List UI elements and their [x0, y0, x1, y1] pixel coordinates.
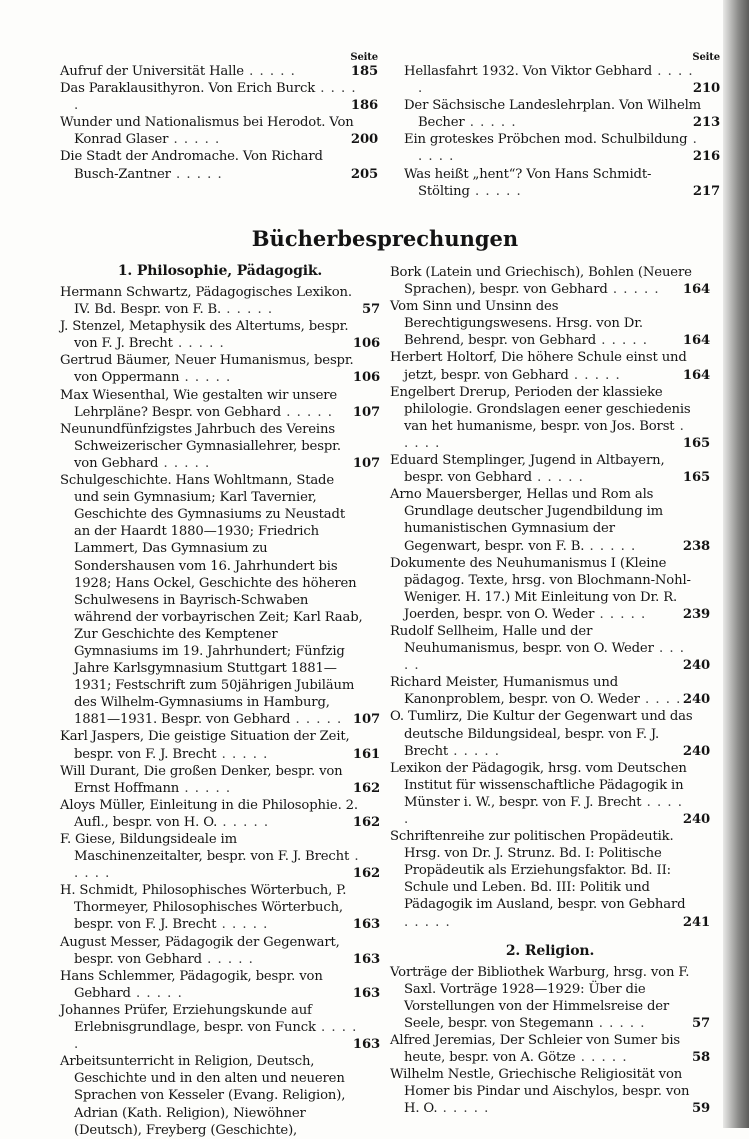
entry-text: Rudolf Sellheim, Halle und der Neuhumanismus, bespr. von O. Weder . . . [404, 623, 693, 674]
toc-entry [390, 486, 710, 554]
entry-text: Wilhelm Nestle, Griechische Religiosität von Homer bis Pindar und Aischylos, bespr. von H. O. . . . [404, 1066, 702, 1117]
entry-page-number: 186 [350, 98, 378, 114]
entry-text: F. Giese, Bildungsideale im Maschinenzeitalter, bespr. von F. J. Brecht . . . [74, 831, 363, 882]
entry-text: Lexikon der Pädagogik, hrsg. vom Deutschen Institut für wissenschaftliche Pädagogik in Münster i. W., bespr. von F. J. Brecht . . . [404, 760, 693, 828]
entry-text: Aloys Müller, Einleitung in die Philosophie. 2. Aufl., bespr. von H. O. . . . [74, 797, 363, 831]
entry-page-number: 163 [352, 1037, 380, 1053]
toc-entry [390, 964, 710, 1032]
entry-text: Karl Jaspers, Die geistige Situation der Zeit, bespr. von F. J. Brecht . . . [74, 728, 363, 762]
left-column [60, 260, 380, 1139]
toc-entry [390, 264, 710, 298]
entry-page-number: 106 [352, 336, 380, 352]
entry-text: Eduard Stemplinger, Jugend in Altbayern, bespr. von Gebhard . . . [404, 452, 693, 486]
toc-entry [60, 63, 378, 80]
entry-text: Herbert Holtorf, Die höhere Schule einst und jetzt, bespr. von Gebhard . . . [404, 349, 693, 383]
binding-gutter [723, 0, 749, 1128]
entry-text: Die Stadt der Andromache. Von Richard Busch-Zantner . . . [74, 148, 361, 182]
toc-entry [60, 882, 380, 933]
entry-page-number: 58 [691, 1050, 710, 1066]
entry-page-number: 163 [352, 985, 380, 1001]
entry-page-number: 57 [691, 1015, 710, 1031]
top-left-column [60, 52, 378, 183]
toc-entry [60, 728, 380, 762]
toc-entry [404, 131, 720, 165]
entry-page-number: 240 [682, 692, 710, 708]
entry-text: Neunundfünfzigstes Jahrbuch des Vereins Schweizerischer Gymnasiallehrer, bespr. von Gebhard . . . [74, 421, 363, 472]
entry-page-number: 107 [352, 712, 380, 728]
section-title: Bücherbesprechungen [251, 226, 519, 251]
entry-text: O. Tumlirz, Die Kultur der Gegenwart und das deutsche Bildungsideal, bespr. von F. J. Brecht . . . [404, 708, 693, 759]
entry-page-number: 185 [350, 64, 378, 79]
toc-entry [60, 968, 380, 1002]
entry-page-number: 238 [682, 538, 710, 554]
toc-entry [390, 1066, 710, 1117]
toc-entry [60, 318, 380, 352]
toc-entry [60, 114, 378, 148]
entry-page-number: 107 [352, 404, 380, 420]
entry-text: August Messer, Pädagogik der Gegenwart, bespr. von Gebhard . . . [74, 934, 363, 968]
entry-text: Hermann Schwartz, Pädagogisches Lexikon. IV. Bd. Bespr. von F. B. . . . [74, 284, 372, 318]
toc-entry [60, 1053, 380, 1138]
toc-entry [390, 384, 710, 452]
entry-page-number: 240 [682, 812, 710, 827]
entry-text: Richard Meister, Humanismus und Kanonproblem, bespr. von O. Weder . . . [404, 674, 693, 708]
toc-entry [390, 298, 710, 349]
toc-entry [60, 763, 380, 797]
entry-page-number: 163 [352, 951, 380, 967]
entry-page-number: 164 [682, 367, 710, 383]
toc-entry [60, 421, 380, 472]
entry-text: Bork (Latein und Griechisch), Bohlen (Neuere Sprachen), bespr. von Gebhard . . . [404, 264, 693, 298]
entry-text: Ein groteskes Pröbchen mod. Schulbildung . . . [418, 131, 703, 165]
subsection-heading-philosophie: 1. Philosophie, Pädagogik. [117, 263, 323, 279]
entry-text: Was heißt „hent“? Von Hans Schmidt-Stölting . . . [418, 166, 703, 200]
spacer [390, 931, 710, 940]
entry-text: Wunder und Nationalismus bei Herodot. Von Konrad Glaser . . . [74, 114, 361, 148]
toc-entry [60, 1002, 380, 1053]
toc-entry [60, 80, 378, 114]
toc-entry [60, 387, 380, 421]
toc-entry [404, 97, 720, 131]
entry-text: Gertrud Bäumer, Neuer Humanismus, bespr. von Oppermann . . . [74, 352, 363, 386]
entry-page-number: 163 [352, 917, 380, 933]
entry-page-number: 200 [350, 132, 378, 148]
entry-page-number: 217 [692, 183, 720, 199]
toc-entry [60, 934, 380, 968]
entry-page-number: 107 [352, 455, 380, 471]
entry-page-number: 162 [352, 814, 380, 830]
entry-page-number: 164 [682, 282, 710, 298]
entry-page-number: 205 [350, 166, 378, 182]
toc-entry [390, 555, 710, 623]
entry-page-number: 239 [682, 606, 710, 622]
entry-text: Schriftenreihe zur politischen Propädeutik. Hrsg. von Dr. J. Strunz. Bd. I: Politische Propädeutik als Erziehungsfaktor. Bd. II: Schule und Leben. Bd. III: Politik und Pädagogik im Ausland, bespr. von Gebhard . . . [404, 828, 693, 931]
entry-text: Vorträge der Bibliothek Warburg, hrsg. von F. Saxl. Vorträge 1928—1929: Über die Vorstellungen von der Himmelsreise der Seele, bespr. von Stegemann . . . [404, 964, 702, 1032]
toc-entry [390, 828, 710, 931]
entry-text: Alfred Jeremias, Der Schleier von Sumer bis heute, bespr. von A. Götze . . . [404, 1032, 702, 1066]
entry-text: Dokumente des Neuhumanismus I (Kleine pädagog. Texte, hrsg. von Blochmann-Nohl-Weniger. H. 17.) Mit Einleitung von Dr. R. Joerden, bespr. von O. Weder . . . [404, 555, 693, 623]
toc-entry [60, 352, 380, 386]
entry-page-number: 210 [692, 81, 720, 97]
entry-text: Hans Schlemmer, Pädagogik, bespr. von Gebhard . . . [74, 968, 363, 1002]
entry-text: Will Durant, Die großen Denker, bespr. von Ernst Hoffmann . . . [74, 763, 363, 797]
toc-entry [60, 148, 378, 182]
entry-text: Aufruf der Universität Halle . . . [74, 63, 361, 80]
toc-entry [60, 472, 380, 728]
entry-text: Vom Sinn und Unsinn des Berechtigungswesens. Hrsg. von Dr. Behrend, bespr. von Gebhard . . . [404, 298, 693, 349]
entry-page-number: 162 [352, 866, 380, 882]
toc-entry [390, 452, 710, 486]
entry-page-number: 161 [352, 746, 380, 762]
entry-page-number: 165 [682, 435, 710, 451]
entry-page-number: 59 [691, 1101, 710, 1117]
right-column [390, 264, 710, 1118]
entry-page-number: 241 [682, 914, 710, 930]
entry-text: H. Schmidt, Philosophisches Wörterbuch, P. Thormeyer, Philosophisches Wörterbuch, bespr. von F. J. Brecht . . . [74, 882, 363, 933]
toc-entry [390, 674, 710, 708]
entry-page-number: 162 [352, 780, 380, 796]
toc-entry [390, 349, 710, 383]
entry-text: Engelbert Drerup, Perioden der klassieke philologie. Grondslagen eener geschiedenis van het humanisme, bespr. von Jos. Borst . . . [404, 384, 693, 452]
toc-entry [60, 797, 380, 831]
entry-text: Das Paraklausithyron. Von Erich Burck . . . [74, 80, 361, 114]
toc-entry [390, 623, 710, 674]
toc-entry [404, 166, 720, 200]
entry-page-number: 164 [682, 333, 710, 349]
entry-page-number: 213 [692, 115, 720, 131]
subsection-heading-religion: 2. Religion. [505, 942, 595, 959]
column-header-seite: Seite [692, 52, 720, 63]
column-header-seite: Seite [350, 52, 378, 63]
toc-entry [60, 831, 380, 882]
toc-entry [404, 63, 720, 97]
entry-page-number: 106 [352, 370, 380, 386]
entry-text: J. Stenzel, Metaphysik des Altertums, bespr. von F. J. Brecht . . . [74, 318, 363, 352]
entry-text: Hellasfahrt 1932. Von Viktor Gebhard . . . [418, 63, 703, 97]
toc-entry [390, 708, 710, 759]
entry-page-number: 57 [361, 302, 380, 318]
entry-page-number: 165 [682, 470, 710, 486]
entry-page-number: 216 [692, 149, 720, 165]
entry-page-number: 240 [682, 658, 710, 674]
top-right-column [404, 52, 720, 200]
entry-text: Der Sächsische Landeslehrplan. Von Wilhelm Becher . . . [418, 97, 703, 131]
toc-entry [390, 760, 710, 828]
entry-page-number: 240 [682, 743, 710, 759]
entry-text: Max Wiesenthal, Wie gestalten wir unsere Lehrpläne? Bespr. von Gebhard . . . [74, 387, 363, 421]
toc-entry [390, 1032, 710, 1066]
entry-text: Arbeitsunterricht in Religion, Deutsch, Geschichte und in den alten und neueren Sprachen von Kesseler (Evang. Religion), Adrian (Kath. Religion), Niewöhner (Deutsch), Freyberg (Geschichte), [60, 1054, 346, 1138]
toc-entry [60, 284, 380, 318]
entry-text: Schulgeschichte. Hans Wohltmann, Stade und sein Gymnasium; Karl Tavernier, Geschichte des Gymnasiums zu Neustadt an der Haardt 1880—1930; Friedrich Lammert, Das Gymnasium zu Sondershausen vom 16. Jahrhundert bis 1928; Hans Ockel, Geschichte des höheren Schulwesens in Bayrisch-Schwaben während der vorbayrischen Zeit; Karl Raab, Zur Geschichte des Kemptener Gymnasiums im 19. Jahrhundert; Fünfzig Jahre Karlsgymnasium Stuttgart 1881—1931; Festschrift zum 50jährigen Jubiläum des Wilhelm-Gymnasiums in Hamburg, 1881—1931. Bespr. von Gebhard . . . [74, 472, 363, 728]
entry-text: Arno Mauersberger, Hellas und Rom als Grundlage deutscher Jugendbildung im humanistischen Gymnasium der Gegenwart, bespr. von F. B. . . . [404, 486, 693, 554]
entry-text: Johannes Prüfer, Erziehungskunde auf Erlebnisgrundlage, bespr. von Funck . . . [74, 1002, 363, 1053]
